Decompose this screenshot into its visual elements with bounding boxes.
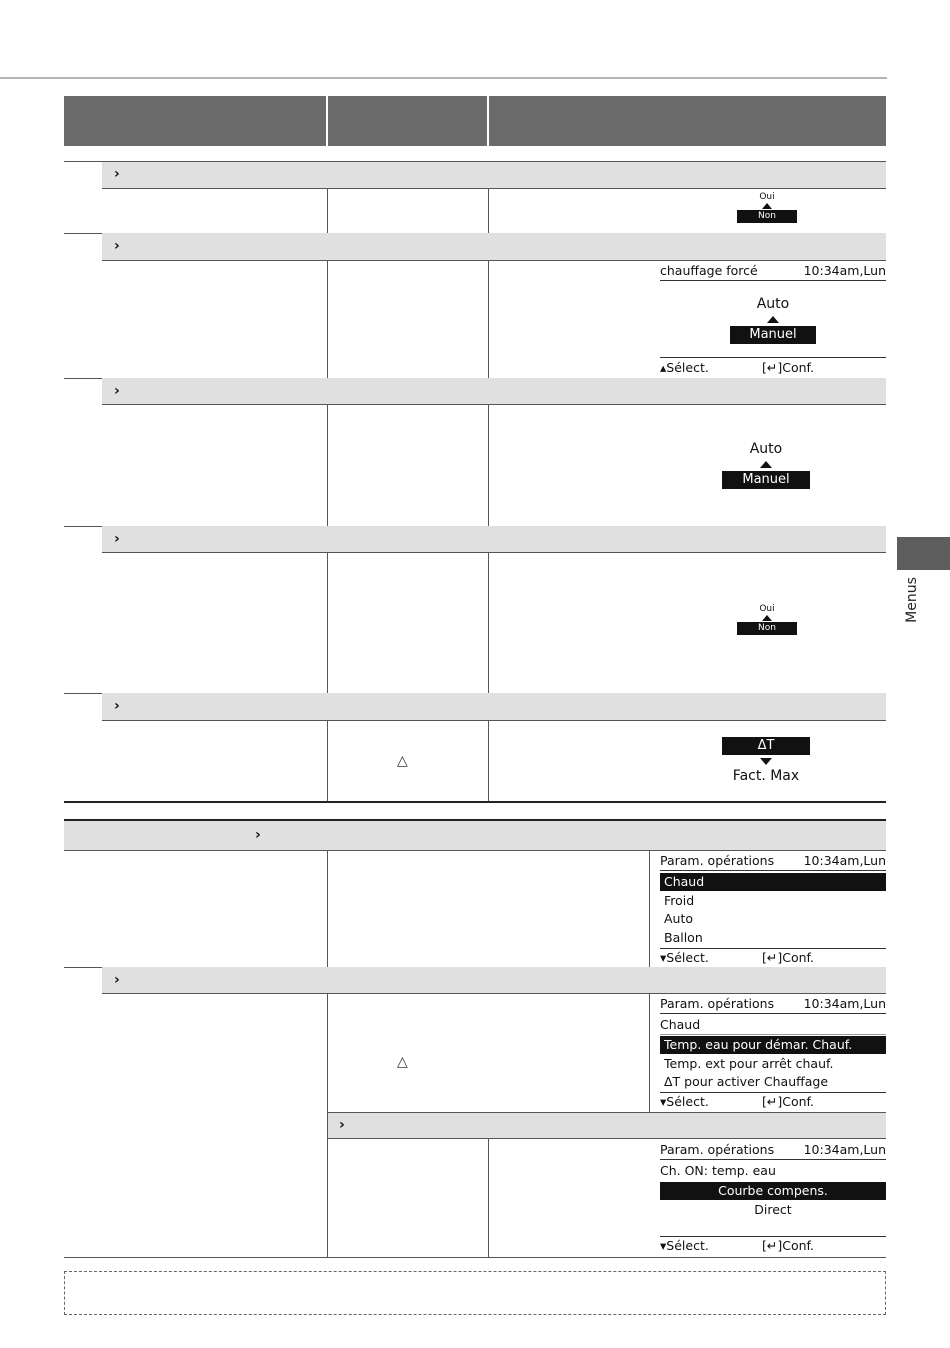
chevron-right-icon: › xyxy=(114,383,120,399)
screen-divider xyxy=(660,1236,886,1237)
screen-subtitle: Chaud xyxy=(660,1017,701,1032)
screen-divider xyxy=(660,1159,886,1160)
screen-title: chauffage forcé xyxy=(660,263,758,278)
confirm-label: Conf. xyxy=(782,1094,814,1109)
confirm-label: Conf. xyxy=(782,360,814,375)
table-header-col-1 xyxy=(64,96,326,146)
screen-oui-non-1 xyxy=(737,192,797,223)
menu-item-delta-t: ΔT pour activer Chauffage xyxy=(664,1074,829,1089)
col-divider xyxy=(488,189,489,233)
menu-item-stop-temp: Temp. ext pour arrêt chauf. xyxy=(664,1056,834,1071)
table-end-rule xyxy=(64,801,886,803)
select-label: Sélect. xyxy=(666,950,709,965)
down-arrow-icon: ▾ xyxy=(660,1238,667,1253)
col-divider xyxy=(649,851,650,967)
enter-icon: [↵] xyxy=(762,950,783,965)
note-box xyxy=(64,1271,886,1315)
col-divider xyxy=(488,721,489,802)
option-direct: Direct xyxy=(754,1202,792,1217)
menu-item-chaud-selected: Chaud xyxy=(660,873,886,891)
menu-item-ballon: Ballon xyxy=(664,930,703,945)
confirm-label: Conf. xyxy=(782,950,814,965)
screen-divider xyxy=(660,280,886,281)
confirm-label: Conf. xyxy=(782,1238,814,1253)
down-arrow-icon: ▾ xyxy=(660,950,667,965)
menu-item-froid: Froid xyxy=(664,893,695,908)
section-band xyxy=(64,821,886,851)
option-courbe-selected: Courbe compens. xyxy=(660,1182,886,1200)
col-divider xyxy=(649,994,650,1112)
option-oui: Oui xyxy=(759,192,775,202)
select-hint xyxy=(660,950,709,965)
option-delta-t-selected: ΔT xyxy=(722,737,810,755)
table-header-col-3 xyxy=(489,96,886,146)
up-arrow-icon xyxy=(767,316,779,323)
section-band xyxy=(102,693,886,721)
col-divider xyxy=(488,405,489,526)
screen-water-temp-mode xyxy=(660,1142,886,1254)
screen-divider xyxy=(660,1013,886,1014)
screen-time: 10:34am,Lun xyxy=(803,996,886,1011)
select-hint xyxy=(660,1238,709,1253)
screen-auto-manuel xyxy=(722,441,810,489)
col-divider xyxy=(327,189,328,233)
chevron-right-icon: › xyxy=(114,531,120,547)
screen-divider xyxy=(660,1034,886,1035)
screen-time: 10:34am,Lun xyxy=(803,263,886,278)
screen-title: Param. opérations xyxy=(660,853,775,868)
enter-icon: [↵] xyxy=(762,360,783,375)
select-label: Sélect. xyxy=(666,360,709,375)
chevron-right-icon: › xyxy=(255,827,261,843)
chevron-right-icon: › xyxy=(114,238,120,254)
option-manuel-selected: Manuel xyxy=(730,326,816,344)
menu-item-auto: Auto xyxy=(664,911,694,926)
enter-icon: [↵] xyxy=(762,1094,783,1109)
col-divider xyxy=(327,721,328,802)
up-arrow-icon xyxy=(762,203,772,209)
screen-time: 10:34am,Lun xyxy=(803,853,886,868)
screen-delta-fact xyxy=(722,737,810,784)
side-tab-marker xyxy=(897,537,950,570)
up-arrow-icon: ▴ xyxy=(660,360,667,375)
section-band xyxy=(102,378,886,405)
option-non-selected: Non xyxy=(737,622,797,635)
confirm-hint xyxy=(762,1094,814,1109)
table-header-col-2 xyxy=(328,96,487,146)
chevron-right-icon: › xyxy=(114,698,120,714)
screen-divider xyxy=(660,1092,886,1093)
side-tab-label: Menus xyxy=(904,577,920,623)
col-divider xyxy=(488,261,489,378)
option-auto: Auto xyxy=(749,441,783,457)
screen-divider xyxy=(660,948,886,949)
col-divider xyxy=(327,553,328,693)
screen-divider xyxy=(660,357,886,358)
screen-operation-params xyxy=(660,853,886,965)
screen-oui-non-2 xyxy=(737,604,797,635)
down-arrow-icon xyxy=(760,758,772,765)
up-arrow-icon xyxy=(762,615,772,621)
select-hint xyxy=(660,1094,709,1109)
screen-title: Param. opérations xyxy=(660,1142,775,1157)
chevron-right-icon: › xyxy=(339,1117,345,1133)
screen-title: Param. opérations xyxy=(660,996,775,1011)
up-arrow-icon xyxy=(760,461,772,468)
col-divider xyxy=(327,261,328,378)
subsection-band xyxy=(328,1112,886,1139)
enter-icon: [↵] xyxy=(762,1238,783,1253)
option-fact-max: Fact. Max xyxy=(732,768,800,784)
select-label: Sélect. xyxy=(666,1238,709,1253)
screen-heating-params xyxy=(660,996,886,1110)
confirm-hint xyxy=(762,1238,814,1253)
col-divider xyxy=(488,553,489,693)
top-rule xyxy=(0,77,887,79)
option-oui: Oui xyxy=(759,604,775,614)
chevron-right-icon: › xyxy=(114,972,120,988)
option-non-selected: Non xyxy=(737,210,797,223)
confirm-hint xyxy=(762,360,814,375)
screen-time: 10:34am,Lun xyxy=(803,1142,886,1157)
option-auto: Auto xyxy=(756,296,790,312)
section-band xyxy=(102,967,886,994)
col-divider xyxy=(327,851,328,967)
col-divider xyxy=(327,405,328,526)
section-band xyxy=(102,233,886,261)
menu-item-start-temp-selected: Temp. eau pour démar. Chauf. xyxy=(660,1036,886,1054)
screen-forced-heating xyxy=(660,263,886,377)
select-label: Sélect. xyxy=(666,1094,709,1109)
confirm-hint xyxy=(762,950,814,965)
screen-subtitle: Ch. ON: temp. eau xyxy=(660,1163,776,1178)
select-hint xyxy=(660,360,709,375)
delta-icon: △ xyxy=(397,753,408,769)
chevron-right-icon: › xyxy=(114,166,120,182)
col-divider xyxy=(488,1139,489,1257)
section-band xyxy=(102,161,886,189)
table-end-rule xyxy=(64,1257,886,1258)
down-arrow-icon: ▾ xyxy=(660,1094,667,1109)
section-band xyxy=(102,526,886,553)
option-manuel-selected: Manuel xyxy=(722,471,810,489)
delta-icon: △ xyxy=(397,1054,408,1070)
screen-divider xyxy=(660,870,886,871)
